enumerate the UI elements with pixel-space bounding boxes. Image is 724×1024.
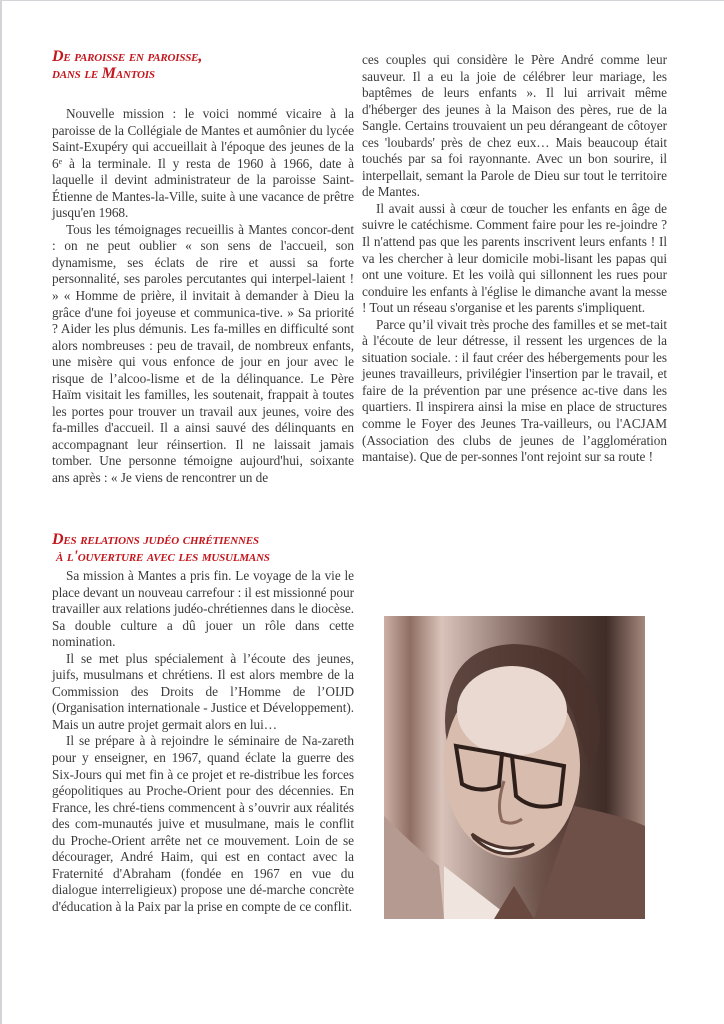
paragraph: Il se met plus spécialement à l’écoute des jeunes, juifs, musulmans et chrétiens. Il est alors membre de la Commission des Droits de l’Homme de l’OIJD (Organisation internationale - Justice et Développement). Mais un autre projet germait alors en lui… bbox=[52, 650, 354, 732]
paragraph: Nouvelle mission : le voici nommé vicaire à la paroisse de la Collégiale de Mantes et aumônier du lycée Saint-Exupéry qui accueillait à l'époque des jeunes de la 6e à la terminale. Il y resta de 1960 à 1966, date à laquelle il devint administrateur de la paroisse Saint-Étienne de Mantes-la-Ville, suite à une vacance de prêtre jusqu'en 1968. bbox=[52, 106, 354, 221]
paragraph: Il avait aussi à cœur de toucher les enfants en âge de suivre le catéchisme. Comment faire pour les re-joindre ? Il n'attend pas que les parents inscrivent leurs enfants ! Il va les chercher à leur domicile mobi-lisant les papas qui ont une voiture. Et les voilà qui sillonnent les rues pour conduire les enfants à l'église le dimanche avant la messe ! Tout un réseau s'organise et les parents s'impliquent. bbox=[362, 200, 667, 316]
heading-line: dans le Mantois bbox=[52, 65, 155, 82]
paragraph: Il se prépare à à rejoindre le séminaire de Na-zareth pour y enseigner, en 1967, quand éclate la guerre des Six-Jours qui met fin à ce projet et re-distribue les forces géopolitiques au Proche-Orient pour des décennies. En France, les chré-tiens commencent à s’ouvrir aux réalités des com-munautés juive et musulmane, mais le conflit du Proche-Orient arrête net ce mouvement. Loin de se décourager, André Haim, qui est en contact avec la Fraternité d'Abraham (fondée en 1967 en vue du dialogue interreligieux) propose une dé-marche concrète d'éducation à la Paix par la prise en compte de ce conflit. bbox=[52, 733, 354, 914]
left-column-section2 bbox=[52, 568, 354, 915]
paragraph: Sa mission à Mantes a pris fin. Le voyage de la vie le place devant un nouveau carrefour : il est missionné pour travailler aux relations judéo-chrétiennes dans le diocèse. Sa double culture a dû jouer un rôle dans cette nomination. bbox=[52, 568, 354, 650]
portrait-illustration bbox=[384, 616, 645, 919]
portrait-photo bbox=[384, 616, 645, 919]
left-column-section1 bbox=[52, 106, 354, 487]
paragraph: Parce qu’il vivait très proche des familles et se met-tait à l'écoute de leur détresse, il ressent les urgences de la situation sociale. : il faut créer des hébergements pour les jeunes travailleurs, privilégier l'insertion par le travail, et faire de la prévention par une présence ac-tive dans les quartiers. Il inspirera ainsi la mise en place de structures comme le Foyer des Jeunes Tra-vailleurs, ou l'ACJAM (Association des clubs de jeunes de l’agglomération mantaise). Que de per-sonnes l'ont rejoint sur sa route ! bbox=[362, 316, 667, 465]
paragraph: ces couples qui considère le Père André comme leur sauveur. Il a eu la joie de célébrer leur mariage, les baptêmes de leurs enfants ». Il lui arrivait même d'héberger des jeunes à la Maison des pères, rue de la Sangle. Certains trouvaient un peu dérangeant de côtoyer ces 'loubards' près de chez eux… Mais beaucoup était touchés par sa foi rayonnante. Avec un bon sourire, il interpellait, semant la Parole de Dieu sur tout le territoire de Mantes. bbox=[362, 52, 667, 200]
paragraph: Tous les témoignages recueillis à Mantes concor-dent : on ne peut oublier « son sens de l'accueil, son dynamisme, ses éclats de rire et aussi sa forte personnalité, ses paroles percutantes qui interpel-laient ! » « Homme de prière, il invitait à demander à Dieu la grâce d'une foi joyeuse et communica-tive. » Sa priorité ? Aider les plus démunis. Les fa-milles en difficulté sont alors nombreuses : peu de travail, de nombreux enfants, une misère qui vous enfonce de jour en jour avec le risque de l’alcoo-lisme et de la délinquance. Le Père Haïm visitait les familles, les soutenait, frappait à toutes les portes pour trouver un travail aux jeunes, voire des fa-milles d'accueil. Il a ainsi sauvé des délinquants en accompagnant leur réinsertion. Il ne laissait jamais tomber. Une personne témoigne aujourd'hui, soixante ans après : « Je viens de rencontrer un de bbox=[52, 221, 354, 486]
right-column-section1 bbox=[362, 52, 667, 466]
heading-line: à l'ouverture avec les musulmans bbox=[56, 548, 270, 565]
heading-line: Des relations judéo chrétiennes bbox=[52, 531, 259, 548]
heading-line: De paroisse en paroisse, bbox=[52, 48, 203, 65]
section-heading-paroisse bbox=[52, 48, 352, 82]
section-heading-relations bbox=[52, 531, 352, 565]
